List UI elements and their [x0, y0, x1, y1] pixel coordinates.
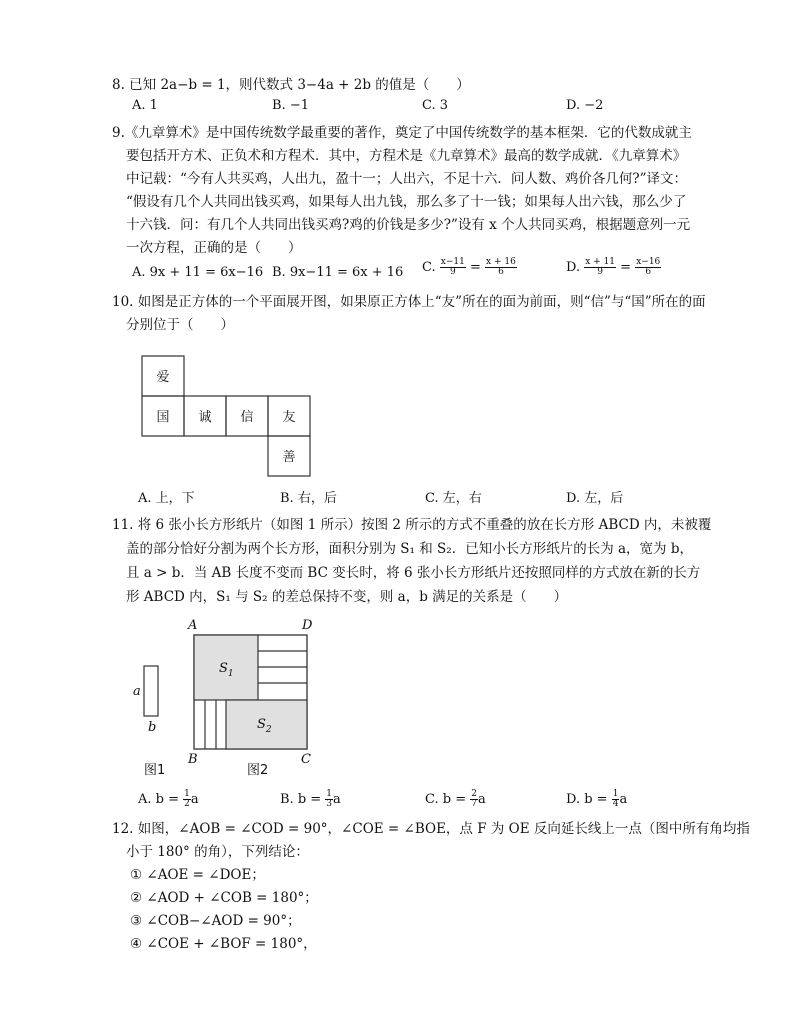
fig2-caption: 图2 — [247, 763, 269, 778]
q12-item-2: ② ∠AOD + ∠COB = 180°； — [130, 890, 318, 906]
q9-option-c: C. $\frac{x-11}{9}$ = $\frac{x + 16}{6}$ — [422, 257, 516, 277]
q11-option-a: A. b = $\frac{1}{2}$ a — [138, 789, 199, 809]
q10-line-1: 10. 如图是正方体的一个平面展开图，如果原正方体上“友”所在的面为前面，则“信”与“国”所在的面 — [112, 294, 706, 310]
q11-a-fraction: $\frac{1}{2}$ — [184, 789, 190, 809]
q11-c-fraction: $\frac{2}{7}$ — [471, 789, 477, 809]
q9-line-4: “假设有几个人共同出钱买鸡，如果每人出九钱，那么多了十一钱；如果每人出六钱，那么少了 — [126, 194, 687, 210]
q9-option-d: D. $\frac{x + 11}{9}$ = $\frac{x-16}{6}$ — [566, 257, 661, 277]
q11-line-4: 形 ABCD 内，S₁ 与 S₂ 的差总保持不变，则 a，b 满足的关系是（ ） — [126, 589, 568, 605]
cube-face-ai: 爱 — [156, 370, 170, 385]
q12-line-1: 12. 如图，∠AOB = ∠COD = 90°，∠COE = ∠BOE，点 F 为 OE 反向延长线上一点（图中所有角均指 — [112, 821, 750, 837]
q10-option-d: D. 左，后 — [566, 491, 624, 506]
q9-option-a: A. 9x + 11 = 6x−16 — [132, 265, 264, 280]
q8-option-c: C. 3 — [422, 98, 449, 113]
label-D: D — [302, 618, 313, 633]
q9-option-b: B. 9x−11 = 6x + 16 — [272, 265, 404, 280]
q12-item-4: ④ ∠COE + ∠BOF = 180°， — [130, 936, 317, 952]
cube-face-shan: 善 — [282, 450, 296, 465]
label-B: B — [188, 752, 198, 767]
q10-option-a: A. 上，下 — [138, 491, 195, 506]
cube-face-cheng: 诚 — [198, 410, 212, 425]
q11-line-3: 且 a > b．当 AB 长度不变而 BC 变长时，将 6 张小长方形纸片还按照同样的方式放在新的长方 — [126, 565, 701, 581]
q11-option-b: B. b = $\frac{1}{3}$ a — [280, 789, 341, 809]
q9-d-left-fraction: $\frac{x + 11}{9}$ — [585, 257, 616, 277]
q11-line-1: 11. 将 6 张小长方形纸片（如图 1 所示）按图 2 所示的方式不重叠的放在长方形 ABCD 内，未被覆 — [112, 517, 712, 533]
q9-c-right-fraction: $\frac{x + 16}{6}$ — [486, 257, 516, 277]
q11-line-2: 盖的部分恰好分割为两个长方形，面积分别为 S₁ 和 S₂．已知小长方形纸片的长为 a，宽为 b， — [126, 541, 693, 557]
q9-line-2: 要包括开方术、正负术和方程术．其中，方程术是《九章算术》最高的数学成就．《九章算术》 — [126, 148, 687, 164]
q8-option-a: A. 1 — [132, 98, 158, 113]
label-C: C — [301, 752, 311, 767]
q9-d-right-fraction: $\frac{x-16}{6}$ — [636, 257, 661, 277]
q11-b-fraction: $\frac{1}{3}$ — [326, 789, 333, 809]
cube-face-you: 友 — [282, 410, 296, 425]
fig1-caption: 图1 — [144, 763, 166, 778]
q10-option-b: B. 右，后 — [280, 491, 337, 506]
q10-option-c: C. 左，右 — [425, 491, 482, 506]
q8-stem: 8. 已知 2a−b = 1，则代数式 3−4a + 2b 的值是（ ） — [112, 77, 470, 93]
q11-option-c: C. b = $\frac{2}{7}$ a — [425, 789, 486, 809]
label-A: A — [188, 618, 198, 633]
label-s2: $S_2$ — [257, 717, 272, 735]
cube-net-figure — [140, 354, 312, 480]
cube-face-guo: 国 — [156, 410, 170, 425]
q9-c-left-fraction: $\frac{x-11}{9}$ — [440, 257, 465, 277]
q9-line-1: 9.《九章算术》是中国传统数学最重要的著作，奠定了中国传统数学的基本框架．它的代数成就主 — [112, 125, 692, 141]
q9-line-3: 中记载：“今有人共买鸡，人出九，盈十一；人出六，不足十六．问人数、鸡价各几何?”译文： — [126, 171, 688, 187]
fig1-label-a: a — [133, 684, 141, 699]
q10-line-2: 分别位于（ ） — [126, 317, 234, 333]
q11-option-d: D. b = $\frac{1}{4}$ a — [566, 789, 628, 809]
fig1-label-b: b — [148, 720, 157, 735]
q12-item-1: ① ∠AOE = ∠DOE； — [130, 867, 265, 883]
q11-d-fraction: $\frac{1}{4}$ — [612, 789, 619, 809]
q9-line-6: 一次方程，正确的是（ ） — [126, 240, 302, 256]
rectangle-figures — [125, 612, 330, 782]
cube-face-xin: 信 — [240, 410, 254, 425]
q12-item-3: ③ ∠COB−∠AOD = 90°； — [130, 913, 301, 929]
q8-option-b: B. −1 — [272, 98, 309, 113]
label-s1: $S_1$ — [219, 661, 234, 679]
q9-line-5: 十六钱．问：有几个人共同出钱买鸡?鸡的价钱是多少?”设有 x 个人共同买鸡，根据题意列一元 — [126, 217, 691, 233]
q8-option-d: D. −2 — [566, 98, 604, 113]
fig1-small-rectangle — [144, 666, 158, 716]
q12-line-2: 小于 180° 的角），下列结论： — [126, 844, 309, 860]
